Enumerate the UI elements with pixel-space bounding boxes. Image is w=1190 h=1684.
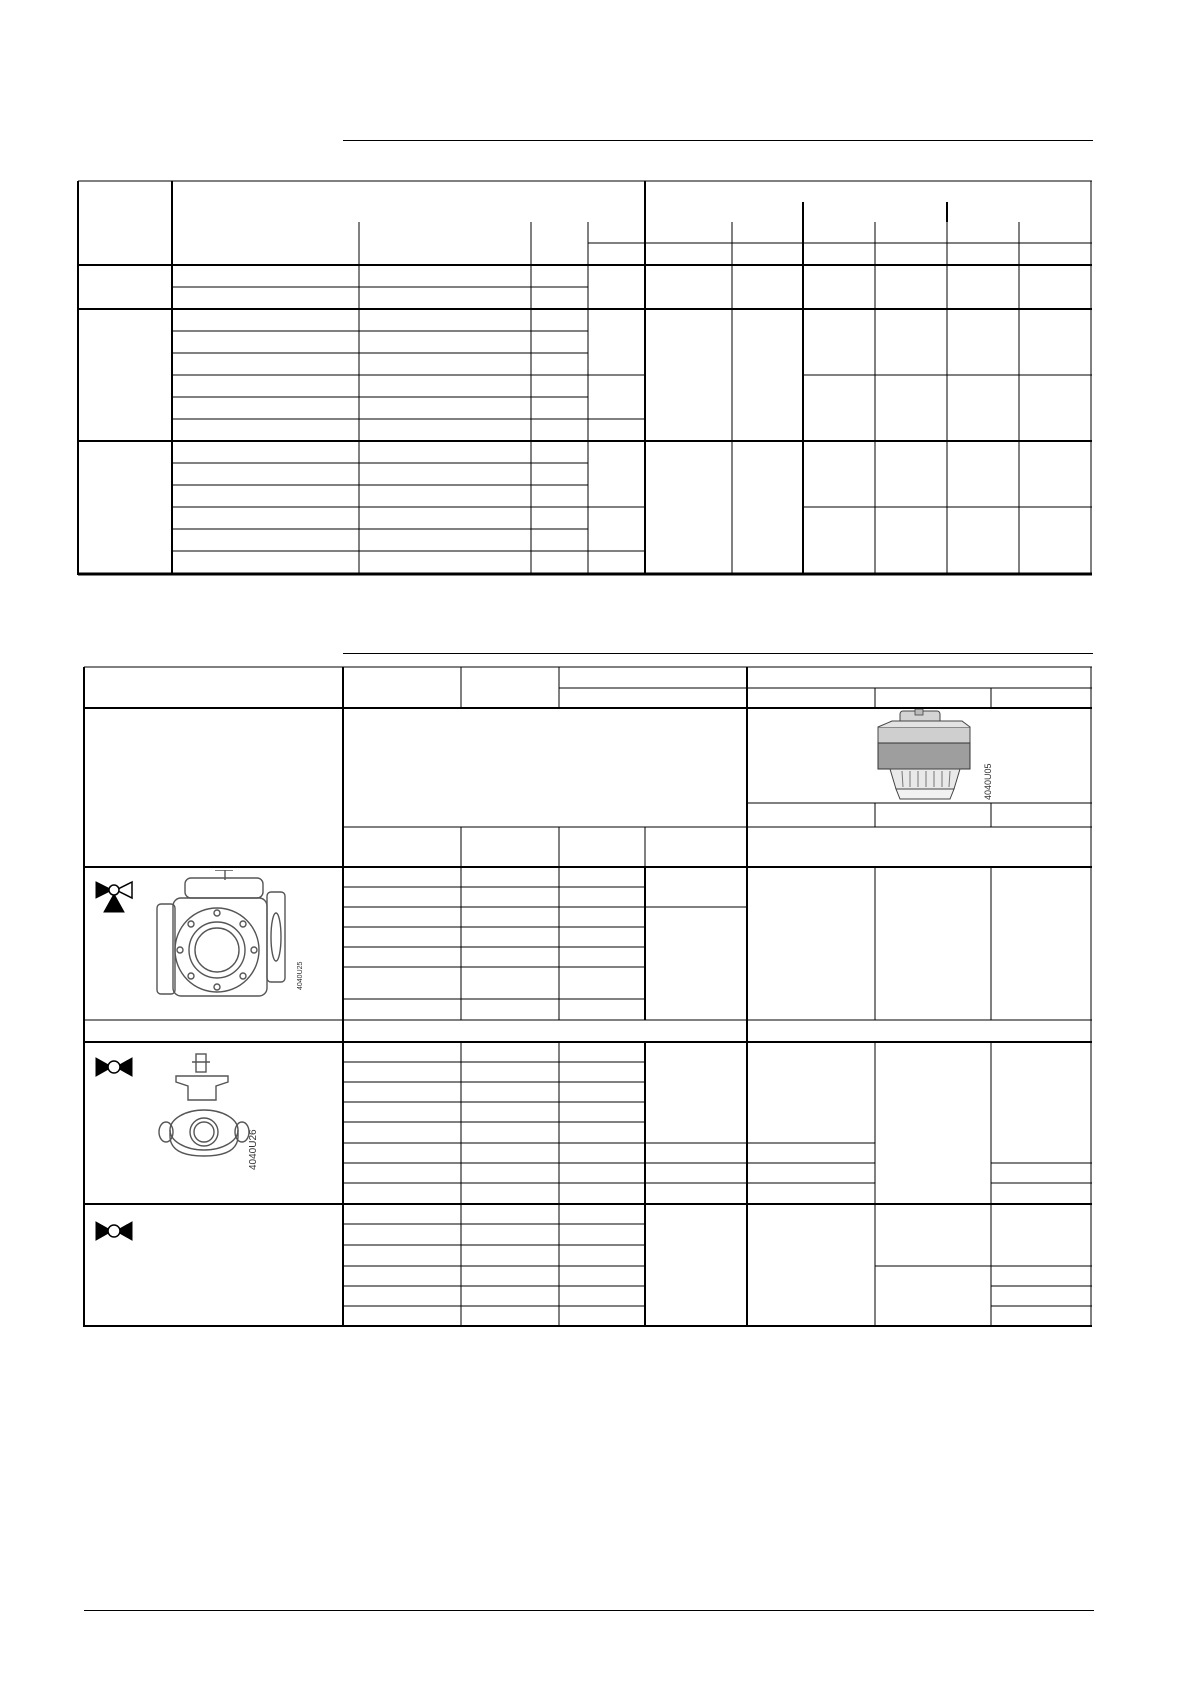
butterfly-valve-figure-number: 4040U26 (248, 1129, 259, 1170)
three-way-valve-symbol-icon (94, 880, 134, 914)
actuator-illustration (870, 709, 980, 802)
three-way-valve-illustration (155, 870, 295, 1005)
two-way-valve-symbol-icon (94, 1056, 134, 1078)
three-way-valve-figure-number: 4040U25 (297, 961, 304, 990)
two-way-valve-symbol-icon-2 (94, 1220, 134, 1242)
butterfly-valve-illustration (158, 1052, 253, 1162)
actuator-figure-number: 4040U05 (983, 763, 993, 800)
